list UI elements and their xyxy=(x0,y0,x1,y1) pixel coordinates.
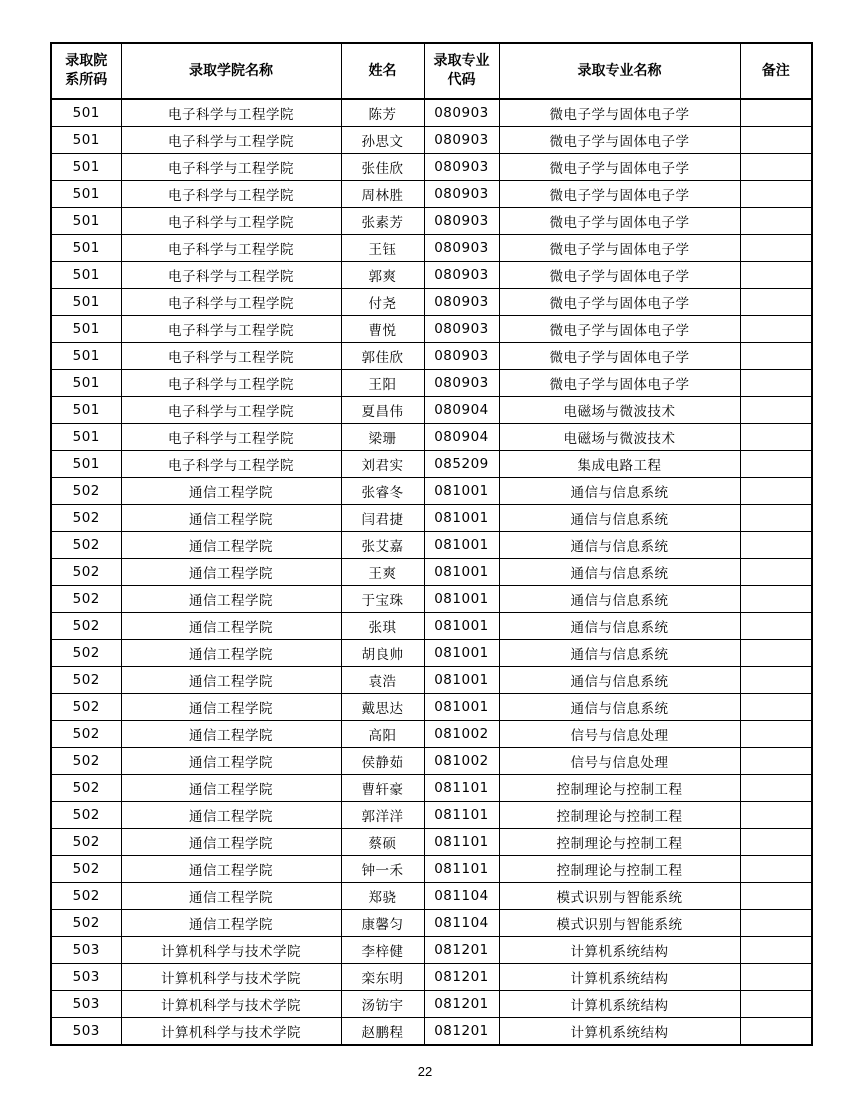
major-name-cell: 通信与信息系统 xyxy=(499,694,740,721)
major-name-cell: 通信与信息系统 xyxy=(499,640,740,667)
college-code-cell: 501 xyxy=(51,99,121,127)
major-code-cell: 081001 xyxy=(424,559,499,586)
header-college-code-line2: 系所码 xyxy=(65,72,108,88)
student-name-cell: 张艾嘉 xyxy=(341,532,424,559)
student-name-cell: 孙思文 xyxy=(341,127,424,154)
table-row xyxy=(51,829,812,856)
note-cell xyxy=(740,181,812,208)
college-name-cell: 计算机科学与技术学院 xyxy=(121,964,341,991)
student-name-cell: 王阳 xyxy=(341,370,424,397)
college-code-cell: 501 xyxy=(51,235,121,262)
table-row xyxy=(51,937,812,964)
student-name-cell: 郭爽 xyxy=(341,262,424,289)
major-name-cell: 计算机系统结构 xyxy=(499,964,740,991)
college-code-cell: 501 xyxy=(51,343,121,370)
note-cell xyxy=(740,424,812,451)
major-name-cell: 信号与信息处理 xyxy=(499,721,740,748)
major-code-cell: 080903 xyxy=(424,262,499,289)
header-college-code-line1: 录取院 xyxy=(65,53,108,69)
major-code-cell: 081001 xyxy=(424,505,499,532)
table-row xyxy=(51,694,812,721)
major-name-cell: 通信与信息系统 xyxy=(499,586,740,613)
major-code-cell: 081201 xyxy=(424,1018,499,1046)
major-name-cell: 微电子学与固体电子学 xyxy=(499,370,740,397)
note-cell xyxy=(740,478,812,505)
student-name-cell: 袁浩 xyxy=(341,667,424,694)
major-code-cell: 081104 xyxy=(424,910,499,937)
major-name-cell: 通信与信息系统 xyxy=(499,559,740,586)
major-code-cell: 081001 xyxy=(424,613,499,640)
major-code-cell: 081002 xyxy=(424,748,499,775)
table-row xyxy=(51,127,812,154)
college-name-cell: 通信工程学院 xyxy=(121,505,341,532)
college-code-cell: 502 xyxy=(51,667,121,694)
student-name-cell: 闫君捷 xyxy=(341,505,424,532)
student-name-cell: 康馨匀 xyxy=(341,910,424,937)
college-name-cell: 电子科学与工程学院 xyxy=(121,370,341,397)
college-name-cell: 通信工程学院 xyxy=(121,478,341,505)
major-code-cell: 080903 xyxy=(424,181,499,208)
note-cell xyxy=(740,964,812,991)
student-name-cell: 赵鹏程 xyxy=(341,1018,424,1046)
note-cell xyxy=(740,748,812,775)
major-code-cell: 081001 xyxy=(424,478,499,505)
table-row xyxy=(51,883,812,910)
table-row xyxy=(51,262,812,289)
major-name-cell: 微电子学与固体电子学 xyxy=(499,262,740,289)
college-name-cell: 通信工程学院 xyxy=(121,613,341,640)
college-name-cell: 电子科学与工程学院 xyxy=(121,235,341,262)
student-name-cell: 栾东明 xyxy=(341,964,424,991)
major-code-cell: 081201 xyxy=(424,991,499,1018)
table-row xyxy=(51,856,812,883)
note-cell xyxy=(740,154,812,181)
major-name-cell: 微电子学与固体电子学 xyxy=(499,235,740,262)
header-student-name: 姓名 xyxy=(341,43,424,99)
student-name-cell: 郭佳欣 xyxy=(341,343,424,370)
major-name-cell: 微电子学与固体电子学 xyxy=(499,208,740,235)
page-number: 22 xyxy=(417,1064,433,1079)
table-row xyxy=(51,397,812,424)
table-row xyxy=(51,775,812,802)
major-name-cell: 微电子学与固体电子学 xyxy=(499,99,740,127)
college-name-cell: 通信工程学院 xyxy=(121,775,341,802)
major-name-cell: 计算机系统结构 xyxy=(499,937,740,964)
major-code-cell: 080903 xyxy=(424,235,499,262)
college-code-cell: 502 xyxy=(51,559,121,586)
note-cell xyxy=(740,505,812,532)
admission-table xyxy=(50,42,813,1046)
header-major-code-line1: 录取专业 xyxy=(433,53,490,69)
college-name-cell: 通信工程学院 xyxy=(121,667,341,694)
college-name-cell: 计算机科学与技术学院 xyxy=(121,1018,341,1046)
major-code-cell: 080903 xyxy=(424,154,499,181)
student-name-cell: 汤钫宇 xyxy=(341,991,424,1018)
major-code-cell: 081001 xyxy=(424,586,499,613)
note-cell xyxy=(740,235,812,262)
college-code-cell: 502 xyxy=(51,505,121,532)
major-code-cell: 081104 xyxy=(424,883,499,910)
table-row xyxy=(51,424,812,451)
major-name-cell: 微电子学与固体电子学 xyxy=(499,343,740,370)
college-code-cell: 501 xyxy=(51,397,121,424)
college-code-cell: 502 xyxy=(51,478,121,505)
major-name-cell: 集成电路工程 xyxy=(499,451,740,478)
major-name-cell: 电磁场与微波技术 xyxy=(499,424,740,451)
college-name-cell: 通信工程学院 xyxy=(121,829,341,856)
major-code-cell: 081201 xyxy=(424,937,499,964)
table-row xyxy=(51,208,812,235)
note-cell xyxy=(740,532,812,559)
major-code-cell: 080903 xyxy=(424,208,499,235)
student-name-cell: 张佳欣 xyxy=(341,154,424,181)
student-name-cell: 胡良帅 xyxy=(341,640,424,667)
note-cell xyxy=(740,883,812,910)
college-code-cell: 501 xyxy=(51,154,121,181)
college-code-cell: 501 xyxy=(51,127,121,154)
header-college-name: 录取学院名称 xyxy=(121,43,341,99)
college-name-cell: 通信工程学院 xyxy=(121,532,341,559)
college-code-cell: 502 xyxy=(51,910,121,937)
college-code-cell: 503 xyxy=(51,991,121,1018)
table-body xyxy=(51,99,812,1045)
major-code-cell: 081201 xyxy=(424,964,499,991)
header-major-name: 录取专业名称 xyxy=(499,43,740,99)
college-name-cell: 通信工程学院 xyxy=(121,640,341,667)
college-name-cell: 通信工程学院 xyxy=(121,856,341,883)
college-name-cell: 计算机科学与技术学院 xyxy=(121,937,341,964)
college-code-cell: 503 xyxy=(51,1018,121,1046)
college-code-cell: 502 xyxy=(51,883,121,910)
college-name-cell: 电子科学与工程学院 xyxy=(121,181,341,208)
table-row xyxy=(51,721,812,748)
student-name-cell: 李梓健 xyxy=(341,937,424,964)
major-name-cell: 微电子学与固体电子学 xyxy=(499,181,740,208)
table-row xyxy=(51,478,812,505)
header-note: 备注 xyxy=(740,43,812,99)
student-name-cell: 钟一禾 xyxy=(341,856,424,883)
college-code-cell: 501 xyxy=(51,208,121,235)
note-cell xyxy=(740,208,812,235)
note-cell xyxy=(740,667,812,694)
table-row xyxy=(51,667,812,694)
major-name-cell: 电磁场与微波技术 xyxy=(499,397,740,424)
student-name-cell: 蔡硕 xyxy=(341,829,424,856)
college-code-cell: 501 xyxy=(51,262,121,289)
table-row xyxy=(51,640,812,667)
major-code-cell: 081101 xyxy=(424,856,499,883)
major-code-cell: 081001 xyxy=(424,640,499,667)
college-name-cell: 电子科学与工程学院 xyxy=(121,424,341,451)
major-name-cell: 通信与信息系统 xyxy=(499,613,740,640)
note-cell xyxy=(740,262,812,289)
major-name-cell: 通信与信息系统 xyxy=(499,478,740,505)
student-name-cell: 夏昌伟 xyxy=(341,397,424,424)
college-name-cell: 电子科学与工程学院 xyxy=(121,127,341,154)
major-code-cell: 080903 xyxy=(424,370,499,397)
major-name-cell: 微电子学与固体电子学 xyxy=(499,289,740,316)
major-name-cell: 微电子学与固体电子学 xyxy=(499,127,740,154)
college-name-cell: 通信工程学院 xyxy=(121,910,341,937)
note-cell xyxy=(740,721,812,748)
note-cell xyxy=(740,127,812,154)
major-code-cell: 080903 xyxy=(424,99,499,127)
college-code-cell: 502 xyxy=(51,721,121,748)
table-row xyxy=(51,532,812,559)
student-name-cell: 付尧 xyxy=(341,289,424,316)
note-cell xyxy=(740,613,812,640)
note-cell xyxy=(740,586,812,613)
major-name-cell: 微电子学与固体电子学 xyxy=(499,316,740,343)
header-row xyxy=(51,43,812,99)
table-row xyxy=(51,99,812,127)
college-name-cell: 电子科学与工程学院 xyxy=(121,343,341,370)
college-name-cell: 通信工程学院 xyxy=(121,559,341,586)
college-name-cell: 通信工程学院 xyxy=(121,802,341,829)
major-code-cell: 081001 xyxy=(424,532,499,559)
major-code-cell: 081001 xyxy=(424,667,499,694)
college-code-cell: 501 xyxy=(51,451,121,478)
student-name-cell: 郭洋洋 xyxy=(341,802,424,829)
student-name-cell: 张素芳 xyxy=(341,208,424,235)
college-name-cell: 电子科学与工程学院 xyxy=(121,316,341,343)
note-cell xyxy=(740,343,812,370)
note-cell xyxy=(740,559,812,586)
college-name-cell: 电子科学与工程学院 xyxy=(121,397,341,424)
table-row xyxy=(51,370,812,397)
table-row xyxy=(51,910,812,937)
note-cell xyxy=(740,1018,812,1046)
student-name-cell: 王钰 xyxy=(341,235,424,262)
student-name-cell: 张琪 xyxy=(341,613,424,640)
major-name-cell: 模式识别与智能系统 xyxy=(499,883,740,910)
note-cell xyxy=(740,694,812,721)
college-name-cell: 通信工程学院 xyxy=(121,748,341,775)
college-code-cell: 501 xyxy=(51,370,121,397)
major-code-cell: 081002 xyxy=(424,721,499,748)
major-name-cell: 计算机系统结构 xyxy=(499,1018,740,1046)
note-cell xyxy=(740,910,812,937)
note-cell xyxy=(740,640,812,667)
note-cell xyxy=(740,937,812,964)
table-row xyxy=(51,748,812,775)
college-name-cell: 计算机科学与技术学院 xyxy=(121,991,341,1018)
table-row xyxy=(51,964,812,991)
college-code-cell: 503 xyxy=(51,964,121,991)
table-row xyxy=(51,991,812,1018)
major-code-cell: 081101 xyxy=(424,775,499,802)
student-name-cell: 刘君实 xyxy=(341,451,424,478)
student-name-cell: 陈芳 xyxy=(341,99,424,127)
major-name-cell: 通信与信息系统 xyxy=(499,532,740,559)
major-code-cell: 080903 xyxy=(424,289,499,316)
note-cell xyxy=(740,316,812,343)
table-row xyxy=(51,316,812,343)
table-row xyxy=(51,505,812,532)
note-cell xyxy=(740,397,812,424)
header-college-code xyxy=(51,43,121,99)
college-name-cell: 通信工程学院 xyxy=(121,883,341,910)
note-cell xyxy=(740,856,812,883)
table-row xyxy=(51,181,812,208)
college-code-cell: 501 xyxy=(51,316,121,343)
major-code-cell: 080903 xyxy=(424,316,499,343)
college-code-cell: 502 xyxy=(51,586,121,613)
college-code-cell: 502 xyxy=(51,748,121,775)
table-row xyxy=(51,586,812,613)
major-name-cell: 控制理论与控制工程 xyxy=(499,829,740,856)
student-name-cell: 周林胜 xyxy=(341,181,424,208)
major-code-cell: 081101 xyxy=(424,802,499,829)
major-code-cell: 085209 xyxy=(424,451,499,478)
college-name-cell: 通信工程学院 xyxy=(121,586,341,613)
major-code-cell: 081001 xyxy=(424,694,499,721)
admission-table-container xyxy=(50,42,813,1046)
student-name-cell: 梁珊 xyxy=(341,424,424,451)
student-name-cell: 曹轩豪 xyxy=(341,775,424,802)
note-cell xyxy=(740,829,812,856)
student-name-cell: 张睿冬 xyxy=(341,478,424,505)
table-row xyxy=(51,235,812,262)
note-cell xyxy=(740,991,812,1018)
table-row xyxy=(51,802,812,829)
note-cell xyxy=(740,802,812,829)
college-code-cell: 502 xyxy=(51,532,121,559)
major-code-cell: 080903 xyxy=(424,127,499,154)
college-name-cell: 电子科学与工程学院 xyxy=(121,451,341,478)
major-name-cell: 模式识别与智能系统 xyxy=(499,910,740,937)
note-cell xyxy=(740,451,812,478)
major-code-cell: 080904 xyxy=(424,397,499,424)
college-name-cell: 电子科学与工程学院 xyxy=(121,262,341,289)
table-row xyxy=(51,289,812,316)
college-code-cell: 502 xyxy=(51,829,121,856)
note-cell xyxy=(740,289,812,316)
college-code-cell: 503 xyxy=(51,937,121,964)
note-cell xyxy=(740,775,812,802)
college-code-cell: 502 xyxy=(51,613,121,640)
table-row xyxy=(51,1018,812,1046)
student-name-cell: 于宝珠 xyxy=(341,586,424,613)
table-row xyxy=(51,343,812,370)
header-major-code-line2: 代码 xyxy=(447,72,476,88)
major-name-cell: 通信与信息系统 xyxy=(499,505,740,532)
student-name-cell: 侯静茹 xyxy=(341,748,424,775)
major-code-cell: 080903 xyxy=(424,343,499,370)
table-row xyxy=(51,613,812,640)
student-name-cell: 高阳 xyxy=(341,721,424,748)
college-code-cell: 502 xyxy=(51,802,121,829)
table-row xyxy=(51,154,812,181)
college-code-cell: 502 xyxy=(51,640,121,667)
student-name-cell: 郑骁 xyxy=(341,883,424,910)
major-name-cell: 信号与信息处理 xyxy=(499,748,740,775)
major-code-cell: 080904 xyxy=(424,424,499,451)
college-name-cell: 电子科学与工程学院 xyxy=(121,289,341,316)
college-name-cell: 通信工程学院 xyxy=(121,694,341,721)
college-code-cell: 501 xyxy=(51,424,121,451)
college-code-cell: 502 xyxy=(51,856,121,883)
student-name-cell: 王爽 xyxy=(341,559,424,586)
major-name-cell: 控制理论与控制工程 xyxy=(499,856,740,883)
college-code-cell: 501 xyxy=(51,289,121,316)
major-name-cell: 计算机系统结构 xyxy=(499,991,740,1018)
major-name-cell: 控制理论与控制工程 xyxy=(499,775,740,802)
college-code-cell: 502 xyxy=(51,775,121,802)
major-name-cell: 通信与信息系统 xyxy=(499,667,740,694)
note-cell xyxy=(740,99,812,127)
major-name-cell: 微电子学与固体电子学 xyxy=(499,154,740,181)
college-name-cell: 电子科学与工程学院 xyxy=(121,154,341,181)
college-name-cell: 通信工程学院 xyxy=(121,721,341,748)
major-code-cell: 081101 xyxy=(424,829,499,856)
table-row xyxy=(51,451,812,478)
student-name-cell: 曹悦 xyxy=(341,316,424,343)
college-code-cell: 501 xyxy=(51,181,121,208)
header-major-code xyxy=(424,43,499,99)
student-name-cell: 戴思达 xyxy=(341,694,424,721)
college-name-cell: 电子科学与工程学院 xyxy=(121,99,341,127)
table-row xyxy=(51,559,812,586)
college-name-cell: 电子科学与工程学院 xyxy=(121,208,341,235)
note-cell xyxy=(740,370,812,397)
major-name-cell: 控制理论与控制工程 xyxy=(499,802,740,829)
college-code-cell: 502 xyxy=(51,694,121,721)
